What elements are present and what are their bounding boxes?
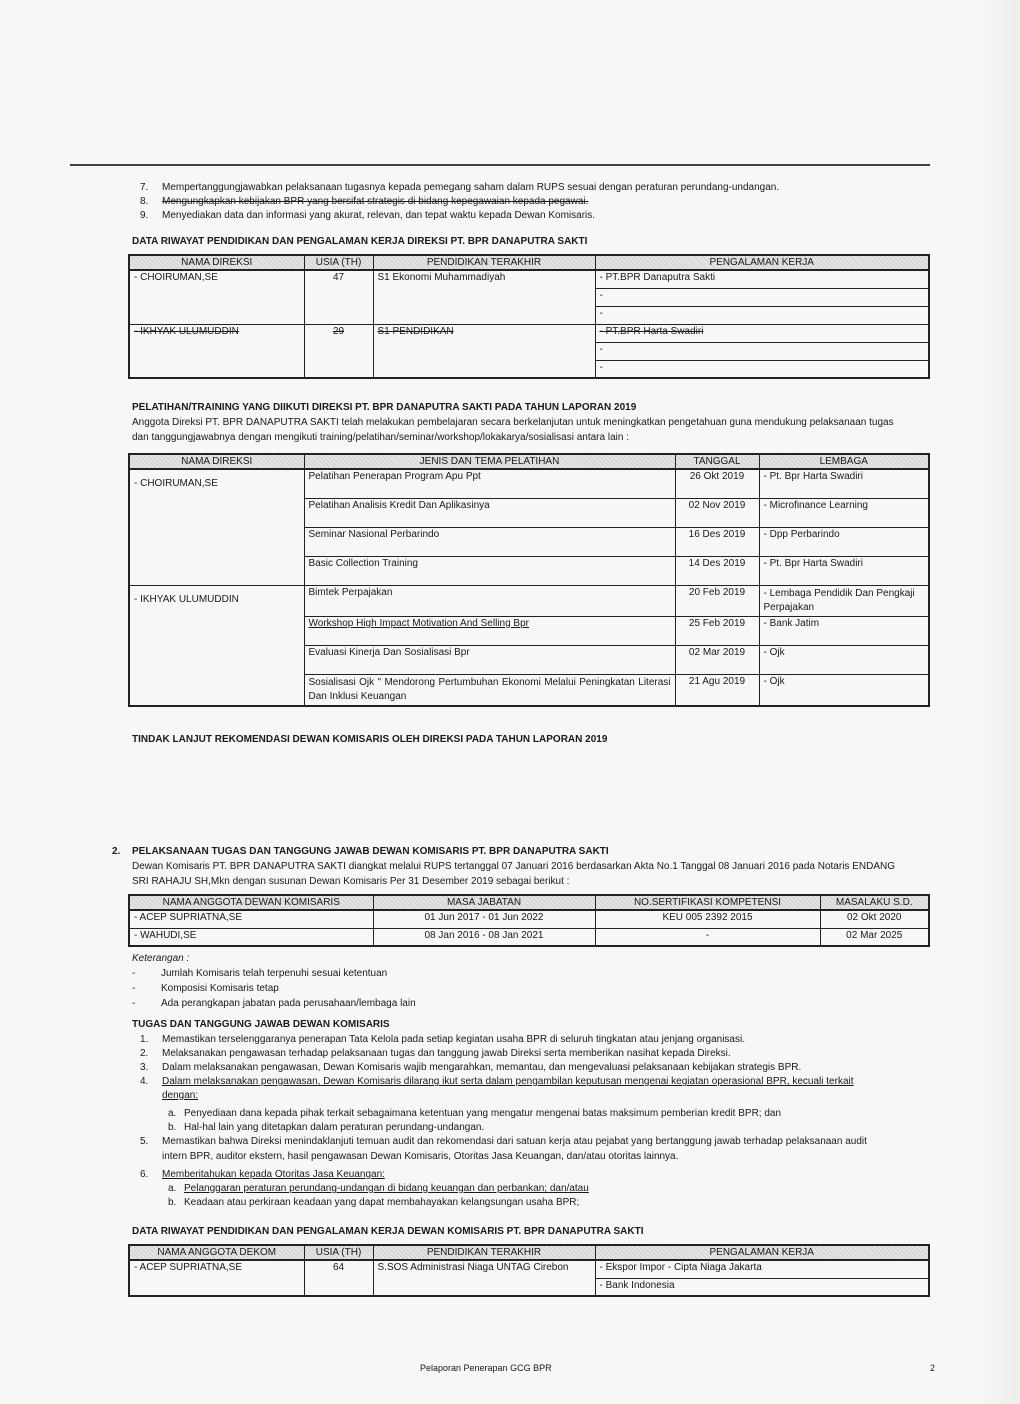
item-text: Memberitahukan kepada Otoritas Jasa Keuangan: (162, 1169, 385, 1180)
training-title: PELATIHAN/TRAINING YANG DIIKUTI DIREKSI PT. BPR DANAPUTRA SAKTI PADA TAHUN LAPORAN 2019 (132, 402, 637, 413)
item-number: 7. (140, 182, 149, 193)
col-header: PENDIDIKAN TERAKHIR (373, 255, 595, 270)
item-text: Pelanggaran peraturan perundang-undangan di bidang keuangan dan perbankan; dan/atau (184, 1183, 589, 1194)
keterangan-item: - Komposisi Komisaris tetap (132, 983, 279, 994)
item-number: 5. (140, 1136, 149, 1147)
duty-item-7 (140, 181, 779, 194)
item-text: Ada perangkapan jabatan pada perusahaan/lembaga lain (161, 998, 416, 1009)
training-institution: - Lembaga Pendidik Dan Pengkaji Perpajakan (759, 585, 929, 616)
training-date: 02 Nov 2019 (675, 498, 759, 527)
table-row (129, 1260, 929, 1278)
valid-until: 02 Mar 2025 (820, 928, 929, 946)
col-header: PENGALAMAN KERJA (595, 255, 929, 270)
training-intro-line2: dan tanggungjawabnya dengan mengikuti training/pelatihan/seminar/workshop/lokakarya/sosialisasi antara lain : (132, 432, 629, 443)
col-header: NAMA ANGGOTA DEWAN KOMISARIS (129, 895, 373, 910)
item-number: a. (168, 1183, 177, 1194)
section-2-intro-line1: Dewan Komisaris PT. BPR DANAPUTRA SAKTI diangkat melalui RUPS tertanggal 07 Januari 2016 berdasarkan Akta No.1 Tanggal 08 Januari 2016 pada Notaris ENDANG (132, 861, 895, 872)
item-number: 6. (140, 1169, 149, 1180)
director-name: - IKHYAK ULUMUDDIN (129, 324, 304, 378)
keterangan-item: - Ada perangkapan jabatan pada perusahaan/lembaga lain (132, 998, 416, 1009)
direksi-edu-table (128, 254, 930, 379)
training-date: 25 Feb 2019 (675, 616, 759, 645)
commissioner-name: - ACEP SUPRIATNA,SE (129, 1260, 304, 1296)
dekom-duty-5 (140, 1135, 867, 1148)
scan-shadow (980, 0, 1020, 1404)
dekom-duty-4-cont: dengan: (162, 1090, 199, 1101)
col-header: NAMA DIREKSI (129, 454, 304, 469)
director-name: - IKHYAK ULUMUDDIN (129, 585, 304, 706)
table-header-row (129, 895, 929, 910)
table-row (129, 910, 929, 928)
dekom-duty-1 (140, 1033, 745, 1046)
dekom-edu-title: DATA RIWAYAT PENDIDIKAN DAN PENGALAMAN KERJA DEWAN KOMISARIS PT. BPR DANAPUTRA SAKTI (132, 1226, 644, 1237)
dekom-duty-4b (168, 1121, 484, 1134)
col-header: TANGGAL (675, 454, 759, 469)
item-text: Penyediaan dana kepada pihak terkait sebagaimana ketentuan yang mengatur mengenai batas maksimum pemberian kredit BPR; dan (184, 1108, 782, 1119)
valid-until: 02 Okt 2020 (820, 910, 929, 928)
training-date: 20 Feb 2019 (675, 585, 759, 616)
commissioner-name: - WAHUDI,SE (129, 928, 373, 946)
commissioner-age: 64 (304, 1260, 373, 1296)
dekom-duty-5-cont: intern BPR, auditor ekstern, hasil pengawasan Dewan Komisaris, Otoritas Jasa Keuangan, dan/atau otoritas lainnya. (162, 1151, 679, 1162)
footer-title: Pelaporan Penerapan GCG BPR (420, 1363, 552, 1373)
item-text: Menyediakan data dan informasi yang akurat, relevan, dan tepat waktu kepada Dewan Komisaris. (162, 210, 596, 221)
item-text: Komposisi Komisaris tetap (161, 983, 279, 994)
director-education: S1 PENDIDIKAN (373, 324, 595, 378)
dekom-duty-4a (168, 1107, 781, 1120)
item-text: Memastikan terselenggaranya penerapan Tata Kelola pada setiap kegiatan usaha BPR di seluruh tingkatan atau jenjang organisasi. (162, 1034, 745, 1045)
experience-entry: - Bank Indonesia (595, 1278, 929, 1296)
training-institution: - Pt. Bpr Harta Swadiri (759, 556, 929, 585)
commissioner-education: S.SOS Administrasi Niaga UNTAG Cirebon (373, 1260, 595, 1296)
experience-entry: - (595, 288, 929, 306)
training-institution: - Microfinance Learning (759, 498, 929, 527)
item-text: Melaksanakan pengawasan terhadap pelaksanaan tugas dan tanggung jawab Direksi serta memberikan nasihat kepada Direksi. (162, 1048, 731, 1059)
training-theme: Sosialisasi Ojk " Mendorong Pertumbuhan Ekonomi Melalui Peningkatan Literasi Dan Inklusi Keuangan (304, 674, 675, 706)
experience-entry: - Ekspor Impor - Cipta Niaga Jakarta (595, 1260, 929, 1278)
follow-up-title: TINDAK LANJUT REKOMENDASI DEWAN KOMISARIS OLEH DIREKSI PADA TAHUN LAPORAN 2019 (132, 734, 608, 745)
dekom-duties-title: TUGAS DAN TANGGUNG JAWAB DEWAN KOMISARIS (132, 1019, 390, 1030)
col-header: NAMA DIREKSI (129, 255, 304, 270)
item-text: Hal-hal lain yang ditetapkan dalam peraturan perundang-undangan. (184, 1122, 485, 1133)
section-2-title: PELAKSANAAN TUGAS DAN TANGGUNG JAWAB DEWAN KOMISARIS PT. BPR DANAPUTRA SAKTI (132, 846, 609, 857)
training-institution: - Bank Jatim (759, 616, 929, 645)
term: 08 Jan 2016 - 08 Jan 2021 (373, 928, 595, 946)
training-theme: Pelatihan Penerapan Program Apu Ppt (304, 469, 675, 498)
item-number: b. (168, 1197, 177, 1208)
item-text: Memastikan bahwa Direksi menindaklanjuti temuan audit dan rekomendasi dari satuan kerja atau pejabat yang bertanggung jawab terhadap pelaksanaan audit (162, 1136, 867, 1147)
training-date: 21 Agu 2019 (675, 674, 759, 706)
col-header: USIA (TH) (304, 255, 373, 270)
table-row (129, 928, 929, 946)
experience-entry: - (595, 342, 929, 360)
training-date: 16 Des 2019 (675, 527, 759, 556)
item-number: 8. (140, 196, 149, 207)
col-header: JENIS DAN TEMA PELATIHAN (304, 454, 675, 469)
item-text: Keadaan atau perkiraan keadaan yang dapat membahayakan kelangsungan usaha BPR; (184, 1197, 580, 1208)
col-header: PENGALAMAN KERJA (595, 1245, 929, 1260)
training-date: 14 Des 2019 (675, 556, 759, 585)
item-text: Dalam melaksanakan pengawasan, Dewan Komisaris dilarang ikut serta dalam pengambilan keputusan mengenai kegiatan operasional BPR, kecuali terkait (162, 1076, 854, 1087)
item-text: Dalam melaksanakan pengawasan, Dewan Komisaris wajib mengarahkan, memantau, dan mengevaluasi pelaksanaan kebijakan strategis BPR. (162, 1062, 802, 1073)
commissioners-table (128, 894, 930, 947)
item-number: 2. (140, 1048, 149, 1059)
training-theme: Evaluasi Kinerja Dan Sosialisasi Bpr (304, 645, 675, 674)
training-theme: Bimtek Perpajakan (304, 585, 675, 616)
training-theme: Pelatihan Analisis Kredit Dan Aplikasinya (304, 498, 675, 527)
item-number: 3. (140, 1062, 149, 1073)
duty-item-9 (140, 209, 595, 222)
training-theme: Workshop High Impact Motivation And Selling Bpr (304, 616, 675, 645)
item-text: Jumlah Komisaris telah terpenuhi sesuai ketentuan (161, 968, 388, 979)
duty-item-8 (140, 195, 588, 208)
training-intro-line1: Anggota Direksi PT. BPR DANAPUTRA SAKTI telah melakukan pembelajaran secara berkelanjutan untuk meningkatkan pengetahuan guna mendukung pelaksanaan tugas (132, 417, 894, 428)
training-institution: - Dpp Perbarindo (759, 527, 929, 556)
table-row (129, 585, 929, 616)
certification-number: KEU 005 2392 2015 (595, 910, 820, 928)
col-header: MASALAKU S.D. (820, 895, 929, 910)
item-number: 1. (140, 1034, 149, 1045)
item-number: 9. (140, 210, 149, 221)
col-header: MASA JABATAN (373, 895, 595, 910)
experience-entry: - PT.BPR Danaputra Sakti (595, 270, 929, 288)
dekom-duty-3 (140, 1061, 801, 1074)
dekom-duty-2 (140, 1047, 731, 1060)
col-header: NO.SERTIFIKASI KOMPETENSI (595, 895, 820, 910)
commissioner-name: - ACEP SUPRIATNA,SE (129, 910, 373, 928)
training-date: 02 Mar 2019 (675, 645, 759, 674)
dekom-duty-4 (140, 1075, 854, 1088)
direksi-edu-title: DATA RIWAYAT PENDIDIKAN DAN PENGALAMAN KERJA DIREKSI PT. BPR DANAPUTRA SAKTI (132, 236, 588, 247)
training-institution: - Pt. Bpr Harta Swadiri (759, 469, 929, 498)
table-row (129, 469, 929, 498)
dekom-duty-6b (168, 1196, 579, 1209)
training-theme: Basic Collection Training (304, 556, 675, 585)
training-theme: Seminar Nasional Perbarindo (304, 527, 675, 556)
experience-entry: - (595, 306, 929, 324)
table-header-row (129, 1245, 929, 1260)
keterangan-label: Keterangan : (132, 953, 190, 964)
training-date: 26 Okt 2019 (675, 469, 759, 498)
table-row (129, 270, 929, 288)
director-age: 29 (304, 324, 373, 378)
training-institution: - Ojk (759, 674, 929, 706)
term: 01 Jun 2017 - 01 Jun 2022 (373, 910, 595, 928)
dekom-duty-6a (168, 1182, 589, 1195)
section-2-number: 2. (112, 846, 121, 857)
col-header: USIA (TH) (304, 1245, 373, 1260)
col-header: LEMBAGA (759, 454, 929, 469)
section-2-intro-line2: SRI RAHAJU SH,Mkn dengan susunan Dewan Komisaris Per 31 Desember 2019 sebagai berikut : (132, 876, 570, 887)
director-name: - CHOIRUMAN,SE (129, 469, 304, 585)
item-number: 4. (140, 1076, 149, 1087)
col-header: PENDIDIKAN TERAKHIR (373, 1245, 595, 1260)
director-name: - CHOIRUMAN,SE (129, 270, 304, 324)
experience-entry: - (595, 360, 929, 378)
director-education: S1 Ekonomi Muhammadiyah (373, 270, 595, 324)
table-row (129, 324, 929, 342)
item-text: Mempertanggungjawabkan pelaksanaan tugasnya kepada pemegang saham dalam RUPS sesuai dengan peraturan perundang-undangan. (162, 182, 780, 193)
director-age: 47 (304, 270, 373, 324)
header-rule (70, 164, 930, 166)
dekom-duty-6 (140, 1168, 385, 1181)
col-header: NAMA ANGGOTA DEKOM (129, 1245, 304, 1260)
experience-entry: - PT.BPR Harta Swadiri (595, 324, 929, 342)
dekom-edu-table (128, 1244, 930, 1297)
training-table (128, 453, 930, 707)
item-text: Mengungkapkan kebijakan BPR yang bersifat strategis di bidang kepegawaian kepada pegawai. (162, 196, 589, 207)
training-institution: - Ojk (759, 645, 929, 674)
certification-number: - (595, 928, 820, 946)
item-number: a. (168, 1108, 177, 1119)
item-number: b. (168, 1122, 177, 1133)
table-header-row (129, 454, 929, 469)
keterangan-item: - Jumlah Komisaris telah terpenuhi sesuai ketentuan (132, 968, 388, 979)
page-number: 2 (930, 1363, 936, 1373)
table-header-row (129, 255, 929, 270)
